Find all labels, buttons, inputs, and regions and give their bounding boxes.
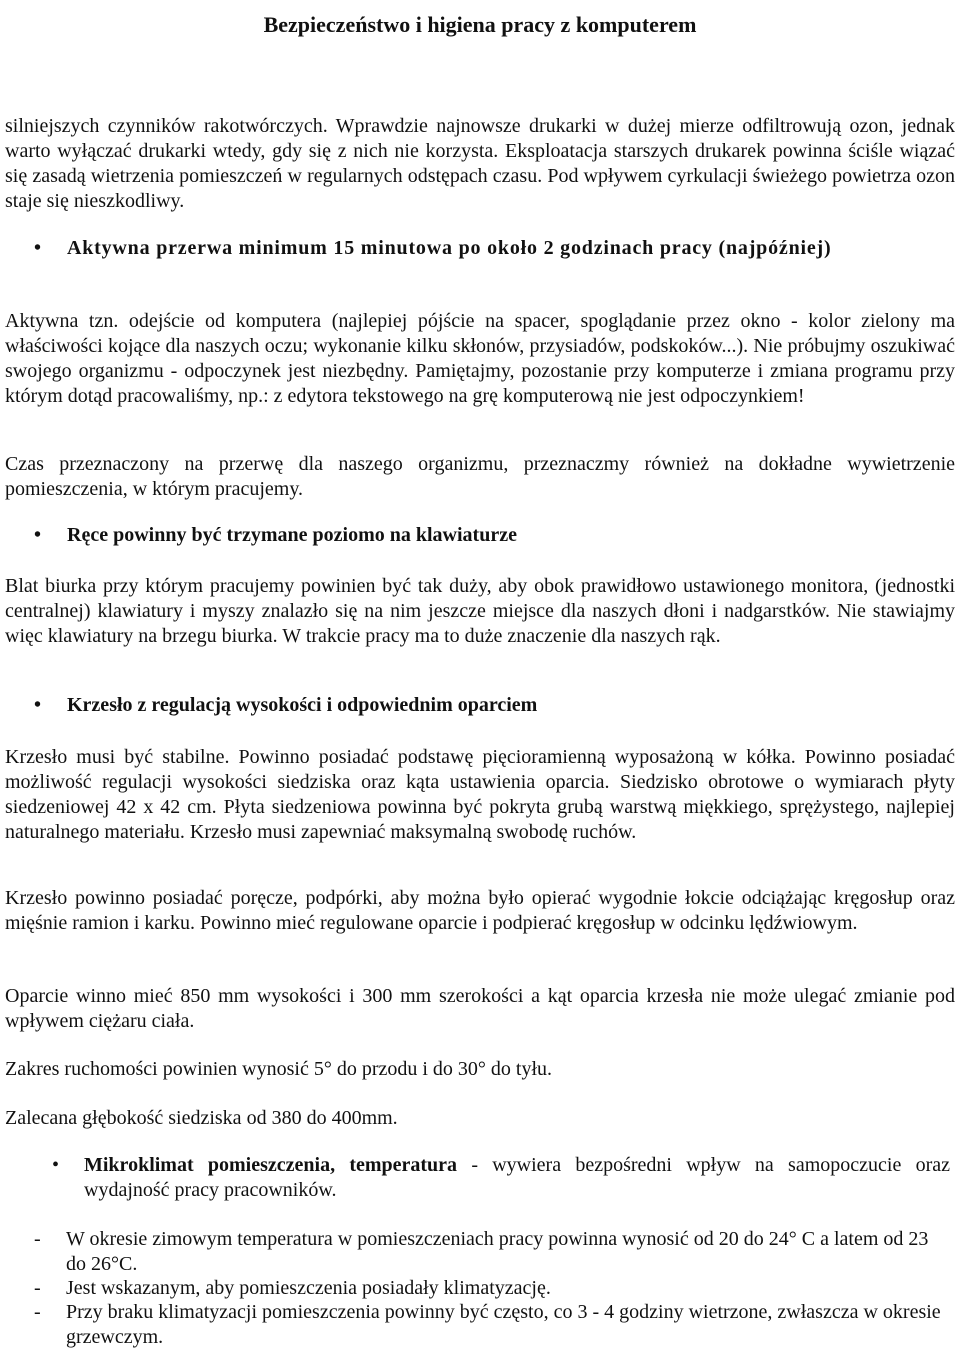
break-paragraph-1: Aktywna tzn. odejście od komputera (najlepiej pójście na spacer, spoglądanie przez okno - kolor zielony ma właściwości kojące dla naszych oczu; wykonanie kilku skłonów, przysiadów, podskoków...). Nie próbujmy oszukiwać swojego organizmu - odpoczynek jest niezbędny. Pamiętajmy, pozostanie przy komputerze i zmiana programu przy którym dotąd pracowaliśmy, np.: z edytora tekstowego na grę komputerową nie jest odpoczynkiem! (5, 310, 955, 407)
intro-paragraph: silniejszych czynników rakotwórczych. Wprawdzie najnowsze drukarki w dużej mierze odfiltrowują ozon, jednak warto wyłączać drukarki wtedy, gdy się z nich nie korzysta. Eksploatacja starszych drukarek powinna ściśle wiązać się zasadą wietrzenia pomieszczeń w regularnych odstępach czasu. Pod wpływem cyrkulacji świeżego powietrza ozon staje się nieszkodliwy. (5, 115, 955, 212)
chair-paragraph-3: Oparcie winno mieć 850 mm wysokości i 300 mm szerokości a kąt oparcia krzesła nie może ulegać zmianie pod wpływem ciężaru ciała. (5, 985, 955, 1032)
bullet-icon: • (52, 1154, 60, 1176)
bullet-icon: • (34, 694, 42, 716)
chair-paragraph-4: Zakres ruchomości powinien wynosić 5° do przodu i do 30° do tyłu. (5, 1058, 553, 1080)
hands-paragraph-1: Blat biurka przy którym pracujemy powinien być tak duży, aby obok prawidłowo ustawionego monitora, (jednostki centralnej) klawiatury i myszy znalazło się na nim jeszcze miejsce dla naszych dłoni i nadgarstków. Nie stawiajmy więc klawiatury na brzegu biurka. W trakcie pracy ma to duże znaczenie dla naszych rąk. (5, 575, 955, 647)
microclimate-item (34, 1227, 950, 1277)
microclimate-bullet (52, 1153, 950, 1203)
microclimate-text (84, 1153, 950, 1203)
bullet-icon: • (34, 524, 42, 546)
microclimate-description: - wywiera bezpośredni wpływ na samopoczucie oraz wydajność pracy pracowników. (84, 1154, 950, 1201)
dash-icon: - (34, 1228, 41, 1250)
chair-paragraph-1: Krzesło musi być stabilne. Powinno posiadać podstawę pięcioramienną wyposażoną w kółka. Powinno posiadać możliwość regulacji wysokości siedziska oraz kąta ustawienia oparcia. Siedzisko obrotowe o wymiarach płyty siedzeniowej 42 x 42 cm. Płyta siedzeniowa powinna być pokryta grubą warstwą miękkiego, sprężystego, najlepiej naturalnego materiału. Krzesło musi zapewniać maksymalną swobodę ruchów. (5, 746, 955, 843)
microclimate-item (34, 1276, 950, 1301)
microclimate-item (34, 1300, 950, 1350)
microclimate-item-text: W okresie zimowym temperatura w pomieszczeniach pracy powinna wynosić od 20 do 24° C a latem od 23 do 26°C. (66, 1228, 929, 1275)
dash-icon: - (34, 1301, 41, 1323)
section-hands-heading (34, 523, 934, 548)
section-chair-heading-text: Krzesło z regulacją wysokości i odpowiednim oparciem (67, 694, 538, 716)
break-paragraph-2: Czas przeznaczony na przerwę dla naszego organizmu, przeznaczmy również na dokładne wywietrzenie pomieszczenia, w którym pracujemy. (5, 453, 955, 500)
chair-paragraph-2: Krzesło powinno posiadać poręcze, podpórki, aby można było opierać wygodnie łokcie odciążając kręgosłup oraz mięśnie ramion i karku. Powinno mieć regulowane oparcie i podpierać kręgosłup w odcinku lędźwiowym. (5, 887, 955, 934)
microclimate-item-text: Przy braku klimatyzacji pomieszczenia powinny być często, co 3 - 4 godziny wietrzone, zwłaszcza w okresie grzewczym. (66, 1301, 941, 1348)
document-title: Bezpieczeństwo i higiena pracy z komputerem (263, 11, 697, 37)
section-hands-heading-text: Ręce powinny być trzymane poziomo na klawiaturze (67, 524, 517, 546)
section-break-heading (34, 236, 954, 261)
section-chair-heading (34, 693, 934, 718)
bullet-icon: • (34, 237, 42, 259)
microclimate-heading: Mikroklimat pomieszczenia, temperatura (84, 1154, 458, 1176)
chair-paragraph-5: Zalecana głębokość siedziska od 380 do 400mm. (5, 1107, 398, 1129)
section-break-heading-text: Aktywna przerwa minimum 15 minutowa po około 2 godzinach pracy (najpóźniej) (67, 237, 832, 259)
microclimate-item-text: Jest wskazanym, aby pomieszczenia posiadały klimatyzację. (66, 1277, 551, 1299)
dash-icon: - (34, 1277, 41, 1299)
